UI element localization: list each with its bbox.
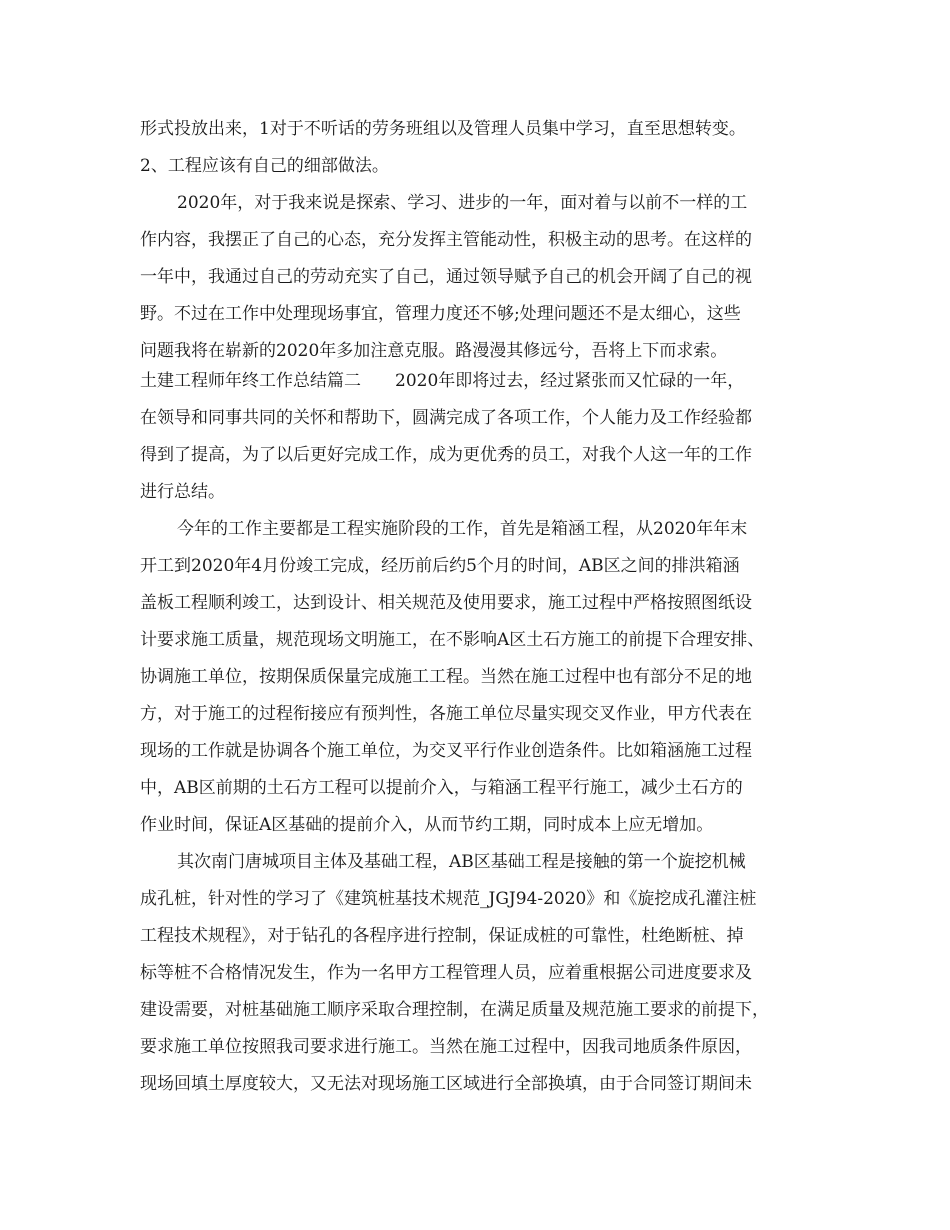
text-line: 得到了提高，为了以后更好完成工作，成为更优秀的员工，对我个人这一年的工作 <box>140 445 752 465</box>
text-line: 一年中，我通过自己的劳动充实了自己，通过领导赋予自己的机会开阔了自己的视 <box>140 267 752 287</box>
text-line: 协调施工单位，按期保质保量完成施工工程。当然在施工过程中也有部分不足的地 <box>140 667 752 687</box>
text-line: 2、工程应该有自己的细部做法。 <box>140 156 389 176</box>
text-line: 现场的工作就是协调各个施工单位，为交叉平行作业创造条件。比如箱涵施工过程 <box>140 741 752 761</box>
text-line: 现场回填土厚度较大，又无法对现场施工区域进行全部换填，由于合同签订期间未 <box>140 1074 752 1094</box>
text-line: 开工到2020年4月份竣工完成，经历前后约5个月的时间，AB区之间的排洪箱涵 <box>140 556 740 576</box>
text-line: 在领导和同事共同的关怀和帮助下，圆满完成了各项工作，个人能力及工作经验都 <box>140 408 752 428</box>
text-line: 建设需要，对桩基础施工顺序采取合理控制，在满足质量及规范施工要求的前提下， <box>140 1000 769 1020</box>
text-line: 计要求施工质量，规范现场文明施工，在不影响A区土石方施工的前提下合理安排、 <box>140 630 765 650</box>
text-line: 进行总结。 <box>140 482 225 502</box>
text-line: 要求施工单位按照我司要求进行施工。当然在施工过程中，因我司地质条件原因， <box>140 1037 752 1057</box>
text-line: 野。不过在工作中处理现场事宜，管理力度还不够;处理问题还不是太细心，这些 <box>140 304 741 324</box>
text-line: 工程技术规程》，对于钻孔的各程序进行控制，保证成桩的可靠性，杜绝断桩、掉 <box>140 926 744 946</box>
section-heading-line: 土建工程师年终工作总结篇二 2020年即将过去，经过紧张而又忙碌的一年， <box>140 371 745 391</box>
text-line: 形式投放出来，1对于不听话的劳务班组以及管理人员集中学习，直至思想转变。 <box>140 119 746 139</box>
paragraph-first-line: 2020年，对于我来说是探索、学习、进步的一年，面对着与以前不一样的工 <box>177 193 748 213</box>
text-line: 方，对于施工的过程衔接应有预判性，各施工单位尽量实现交叉作业，甲方代表在 <box>140 704 752 724</box>
text-line: 标等桩不合格情况发生，作为一名甲方工程管理人员，应着重根据公司进度要求及 <box>140 963 752 983</box>
paragraph-first-line: 其次南门唐城项目主体及基础工程，AB区基础工程是接触的第一个旋挖机械 <box>177 852 746 872</box>
text-line: 盖板工程顺利竣工，达到设计、相关规范及使用要求，施工过程中严格按照图纸设 <box>140 593 752 613</box>
text-line: 问题我将在崭新的2020年多加注意克服。路漫漫其修远兮，吾将上下而求索。 <box>140 341 728 361</box>
text-line: 作内容，我摆正了自己的心态，充分发挥主管能动性，积极主动的思考。在这样的 <box>140 230 752 250</box>
text-line: 中，AB区前期的土石方工程可以提前介入，与箱涵工程平行施工，减少土石方的 <box>140 778 743 798</box>
text-line: 作业时间，保证A区基础的提前介入，从而节约工期，同时成本上应无增加。 <box>140 815 714 835</box>
text-line: 成孔桩，针对性的学习了《建筑桩基技术规范_JGJ94-2020》和《旋挖成孔灌注桩 <box>140 889 757 909</box>
paragraph-first-line: 今年的工作主要都是工程实施阶段的工作，首先是箱涵工程，从2020年年末 <box>177 519 748 539</box>
